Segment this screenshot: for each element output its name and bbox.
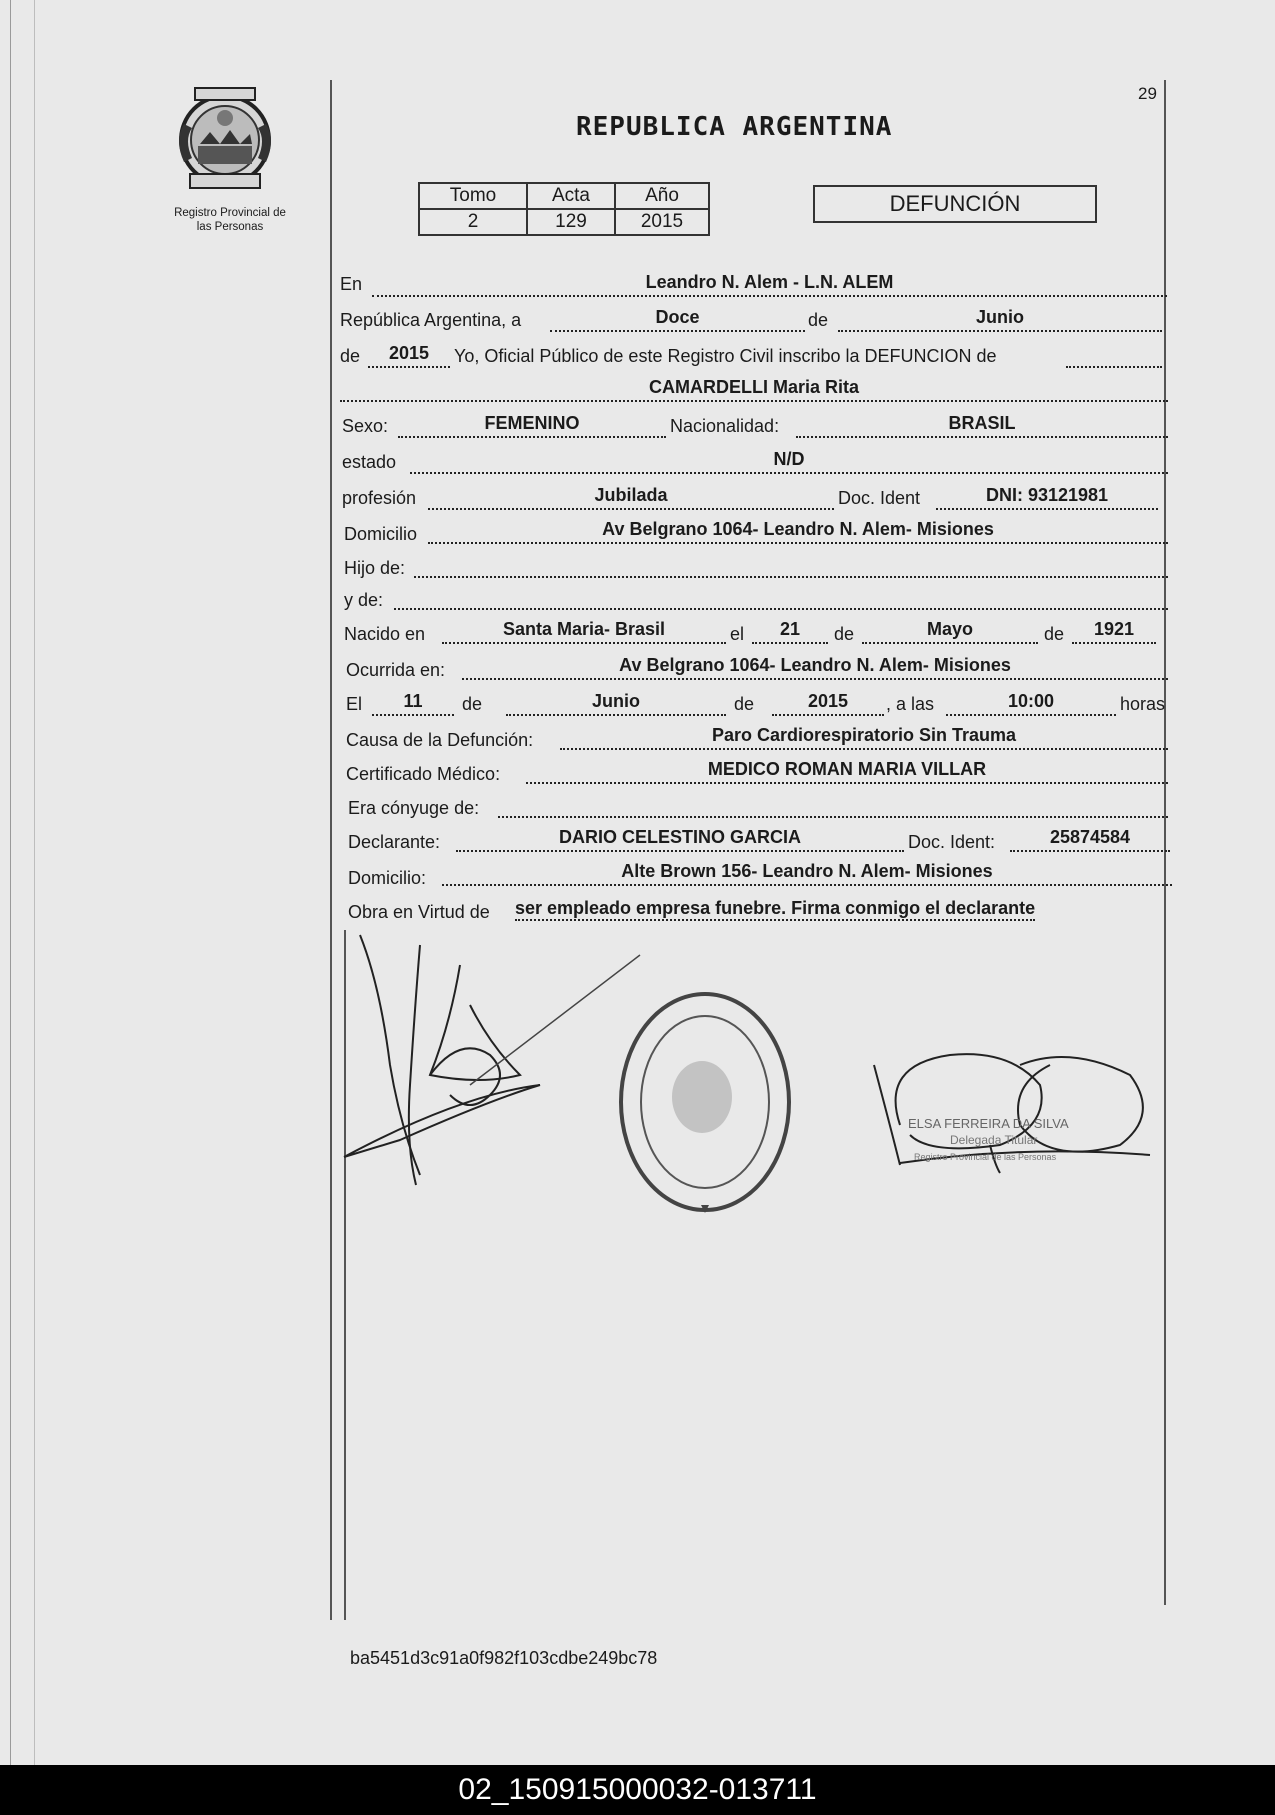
month-field: Junio [838,306,1162,332]
el-label: el [730,624,745,644]
doc-ident-label: Doc. Ident [838,488,921,508]
certificado-label: Certificado Médico: [346,764,501,784]
domicilio-label: Domicilio [344,524,418,544]
alas-label: , a las [886,694,935,714]
statement-blank [1066,342,1162,368]
de-label: de [462,694,483,714]
table-header: Año [615,183,709,209]
registry-seal [610,985,800,1220]
estado-label: estado [342,452,397,472]
logo-caption-line: Registro Provincial de [174,207,286,219]
logo-caption [150,206,310,234]
de-label: de [808,310,829,330]
logo-caption-line: las Personas [196,221,264,233]
doc-ident-field: DNI: 93121981 [936,484,1158,510]
death-time-field: 10:00 [946,690,1116,716]
page-title: REPUBLICA ARGENTINA [576,112,893,142]
day-field: Doce [550,306,805,332]
de-label: de [834,624,855,644]
table-cell: 2 [419,209,527,235]
doc-ident-label: Doc. Ident: [908,832,996,852]
de-label: de [1044,624,1065,644]
obra-field: ser empleado empresa funebre. Firma conmigo el declarante [515,898,1035,921]
sexo-field: FEMENINO [398,412,666,438]
causa-field: Paro Cardiorespiratorio Sin Trauma [560,724,1168,750]
profesion-field: Jubilada [428,484,834,510]
page-edge [10,0,11,1765]
de-label: de [340,346,361,366]
conyuge-label: Era cónyuge de: [348,798,480,818]
birth-day-field: 21 [752,618,828,644]
document-hash: ba5451d3c91a0f982f103cdbe249bc78 [350,1648,658,1668]
horas-label: horas [1120,694,1166,714]
stamp-role: Delegada Titular [950,1133,1038,1147]
estado-field: N/D [410,448,1168,474]
birthplace-field: Santa Maria- Brasil [442,618,726,644]
en-label: En [340,274,363,294]
table-header: Acta [527,183,615,209]
sexo-label: Sexo: [342,416,389,436]
profesion-label: profesión [342,488,417,508]
table-cell: 2015 [615,209,709,235]
record-type-box: DEFUNCIÓN [813,185,1097,223]
republica-label: República Argentina, a [340,310,522,330]
table-cell: 129 [527,209,615,235]
record-table [418,182,710,236]
hijo-label: Hijo de: [344,558,406,578]
el-label: El [346,694,363,714]
death-year-field: 2015 [772,690,884,716]
deceased-name-field: CAMARDELLI Maria Rita [340,376,1168,402]
ocurrida-field: Av Belgrano 1064- Leandro N. Alem- Misiones [462,654,1168,680]
ocurrida-label: Ocurrida en: [346,660,446,680]
year-field: 2015 [368,342,450,368]
nacido-label: Nacido en [344,624,426,644]
hijo-field [414,552,1168,578]
footer-id: 02_150915000032-013711 [458,1773,817,1806]
death-day-field: 11 [372,690,454,716]
nacionalidad-field: BRASIL [796,412,1168,438]
birth-month-field: Mayo [862,618,1038,644]
death-month-field: Junio [506,690,726,716]
page-number: 29 [1138,84,1157,103]
statement-text: Yo, Oficial Público de este Registro Civil inscribo la DEFUNCION de [454,346,997,366]
place-field: Leandro N. Alem - L.N. ALEM [372,271,1167,297]
declarante-field: DARIO CELESTINO GARCIA [456,826,904,852]
margin-line [330,80,332,1620]
domicilio-label: Domicilio: [348,868,427,888]
declarante-label: Declarante: [348,832,441,852]
certificado-field: MEDICO ROMAN MARIA VILLAR [526,758,1168,784]
domicilio-field: Av Belgrano 1064- Leandro N. Alem- Misiones [428,518,1168,544]
stamp-office: Registro Provincial de las Personas [914,1152,1057,1162]
nacionalidad-label: Nacionalidad: [670,416,780,436]
stamp-name: ELSA FERREIRA DA SILVA [908,1116,1069,1131]
page-edge [34,0,35,1765]
causa-label: Causa de la Defunción: [346,730,534,750]
declarante-doc-field: 25874584 [1010,826,1170,852]
conyuge-field [498,792,1168,818]
yde-field [394,584,1168,610]
obra-label: Obra en Virtud de [348,902,490,922]
province-crest-logo [170,84,280,196]
yde-label: y de: [344,590,384,610]
birth-year-field: 1921 [1072,618,1156,644]
de-label: de [734,694,755,714]
table-header: Tomo [419,183,527,209]
declarante-domicilio-field: Alte Brown 156- Leandro N. Alem- Misiones [442,860,1172,886]
official-stamp-signature [870,1045,1160,1185]
